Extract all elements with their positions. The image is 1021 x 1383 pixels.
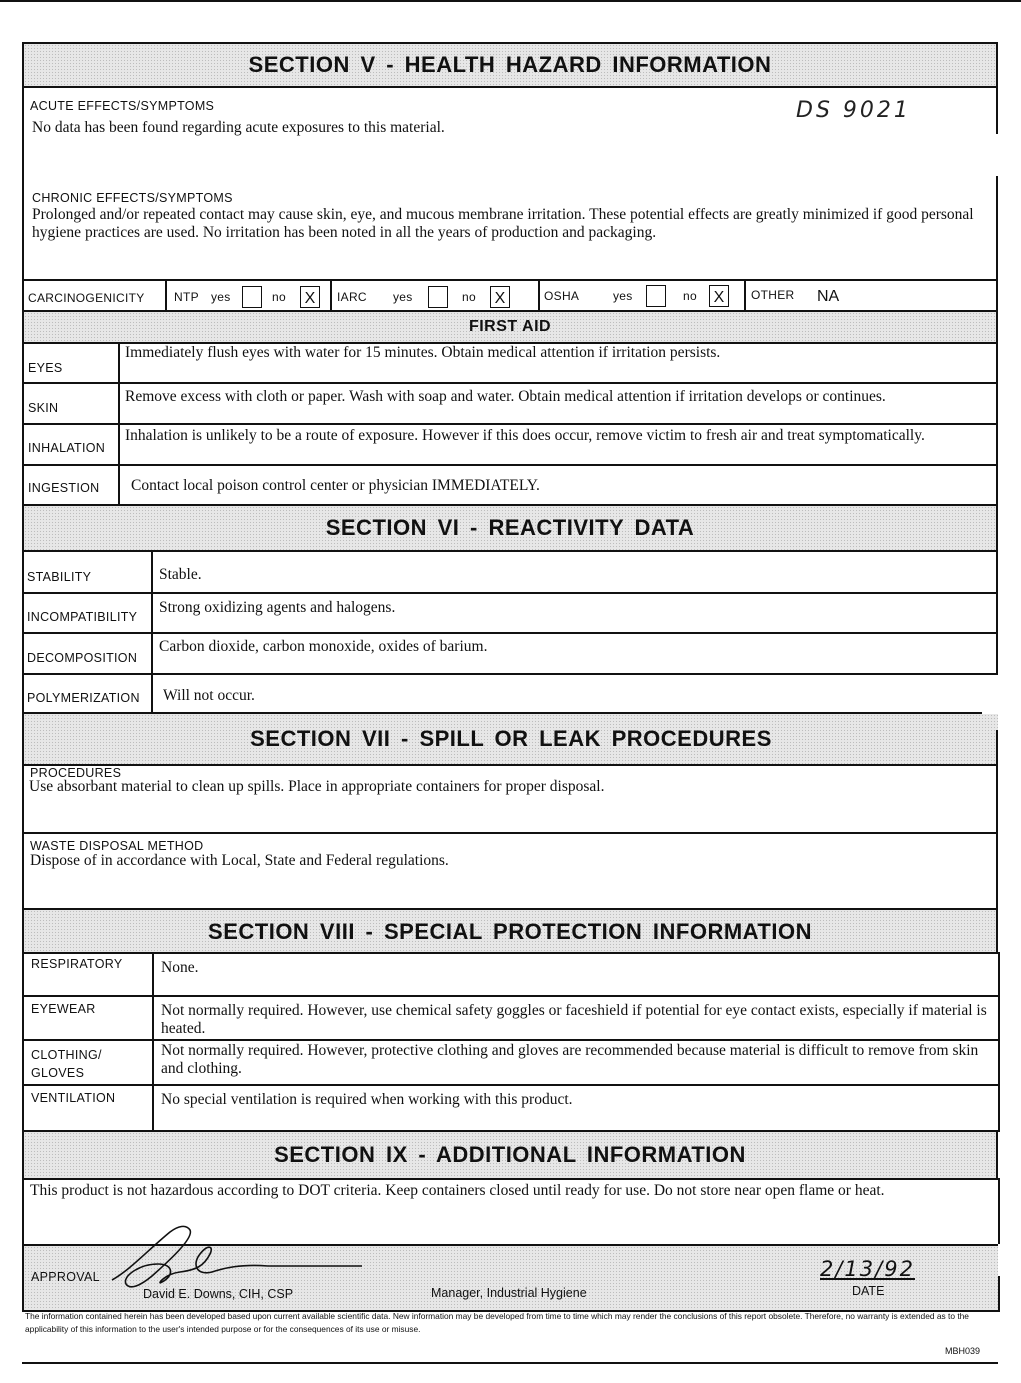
section-v-title: SECTION V - HEALTH HAZARD INFORMATION [248, 52, 772, 77]
first-aid-text: Contact local poison control center or physician IMMEDIATELY. [131, 477, 540, 494]
ntp-no-label: no [272, 290, 286, 304]
acute-effects-label: ACUTE EFFECTS/SYMPTOMS [30, 99, 215, 113]
acute-effects-text: No data has been found regarding acute exposures to this material. [32, 119, 445, 136]
approval-right-border [998, 1276, 1000, 1312]
reactivity-text: Will not occur. [163, 687, 255, 704]
reactivity-right-border [996, 550, 998, 674]
protection-label: VENTILATION [31, 1091, 116, 1105]
carcino-div-3 [538, 281, 540, 310]
section-vi-header [22, 506, 998, 550]
first-aid-label: EYES [28, 361, 63, 375]
reactivity-text: Stable. [159, 566, 202, 583]
section-viii-header [22, 910, 998, 954]
rx-rule-2 [22, 632, 998, 634]
sec9-right-border [998, 1178, 1000, 1244]
section-vii-right-border [996, 730, 998, 764]
first-aid-text: Immediately flush eyes with water for 15 minutes. Obtain medical attention if irritation persists. [125, 344, 721, 361]
carcino-div-2 [330, 281, 332, 310]
ntp-yes-checkbox [242, 286, 262, 308]
sec7-left-border [22, 764, 24, 910]
fa-rule-2 [22, 423, 998, 425]
procedures-label: PROCEDURES [30, 766, 122, 780]
osha-yes-label: yes [613, 289, 633, 303]
osha-no-label: no [683, 289, 697, 303]
protection-label: CLOTHING/ GLOVES [31, 1048, 102, 1080]
protection-text: Not normally required. However, protective clothing and gloves are recommended because material is difficult to remove from skin and clothing. [161, 1042, 979, 1077]
waste-disposal-text: Dispose of in accordance with Local, State and Federal regulations. [30, 852, 449, 869]
reactivity-text: Strong oxidizing agents and halogens. [159, 599, 396, 616]
reactivity-label: POLYMERIZATION [27, 691, 140, 705]
pr-rule-1 [22, 995, 1000, 997]
iarc-label: IARC [337, 290, 367, 304]
first-aid-label: INHALATION [28, 441, 106, 455]
other-value: NA [817, 288, 840, 305]
protection-col-div [152, 952, 154, 1132]
first-aid-text: Inhalation is unlikely to be a route of exposure. However if this does occur, remove victim to fresh air and treat symptomatically. [125, 427, 925, 444]
pr-rule-3 [22, 1084, 1000, 1086]
first-aid-text: Remove excess with cloth or paper. Wash with soap and water. Obtain medical attention if irritation develops or continues. [125, 388, 886, 405]
section-vi-title: SECTION VI - REACTIVITY DATA [325, 515, 695, 540]
rx-rule-3 [22, 673, 998, 675]
procedures-text: Use absorbant material to clean up spills. Place in appropriate containers for proper disposal. [29, 778, 605, 795]
carcinogenicity-label: CARCINOGENICITY [28, 291, 145, 305]
chronic-effects-label: CHRONIC EFFECTS/SYMPTOMS [32, 191, 233, 205]
sec9-top-rule [22, 1178, 1000, 1180]
first-aid-label: INGESTION [28, 481, 100, 495]
section-v-header [22, 42, 998, 88]
sec7-top-rule [22, 764, 998, 766]
page-bottom-rule [22, 1362, 998, 1364]
iarc-yes-label: yes [393, 290, 413, 304]
sec7-mid-rule [22, 832, 998, 834]
handwritten-document-id: DS 9021 [796, 98, 911, 123]
sec9-left-border [22, 1178, 24, 1248]
sec7-right-border [996, 764, 998, 910]
reactivity-label: INCOMPATIBILITY [27, 610, 138, 624]
approval-date-value: 2/13/92 [820, 1257, 915, 1281]
osha-label: OSHA [544, 289, 580, 303]
iarc-yes-checkbox [428, 286, 448, 308]
reactivity-text: Carbon dioxide, carbon monoxide, oxides of barium. [159, 638, 488, 655]
approver-position: Manager, Industrial Hygiene [431, 1286, 587, 1300]
protection-label: EYEWEAR [31, 1002, 96, 1016]
approval-label: APPROVAL [31, 1270, 100, 1284]
carcino-div-4 [744, 281, 746, 310]
carcino-top-rule [22, 279, 998, 281]
form-code: MBH039 [945, 1346, 981, 1356]
section-vii-title: SECTION VII - SPILL OR LEAK PROCEDURES [250, 726, 772, 751]
first-aid-title: FIRST AID [468, 318, 552, 335]
section-vii-header [22, 714, 998, 764]
iarc-no-checkbox: X [490, 286, 510, 308]
ntp-yes-label: yes [211, 290, 231, 304]
pr-rule-2 [22, 1039, 1000, 1041]
first-aid-header [22, 312, 998, 342]
disclaimer-text: The information contained herein has been developed based upon current available scientific data. New information may be developed from time to time which may render the conclusions of this report obsolete. Therefore, no warranty is extended as to the applicability of this information to the user's intended purpose or for the consequences of its use or misuse. [25, 1311, 969, 1334]
page-top-rule [0, 0, 1021, 2]
protection-text: None. [161, 959, 199, 976]
carcino-div-1 [165, 281, 167, 310]
additional-info-text: This product is not hazardous according to DOT criteria. Keep containers closed until ready for use. Do not store near open flame or heat. [30, 1182, 885, 1199]
waste-disposal-label: WASTE DISPOSAL METHOD [30, 839, 204, 853]
ntp-no-checkbox: X [300, 286, 320, 308]
first-aid-label: SKIN [28, 401, 59, 415]
right-border-v-top [996, 88, 998, 134]
approver-name: David E. Downs, CIH, CSP [143, 1287, 294, 1301]
section-ix-title: SECTION IX - ADDITIONAL INFORMATION [274, 1142, 746, 1167]
protection-label: RESPIRATORY [31, 957, 123, 971]
chronic-effects-text: Prolonged and/or repeated contact may cause skin, eye, and mucous membrane irritation. These potential effects are greatly minimized if good personal hygiene practices are used. No irritation has been noted in all the years of production and packaging. [32, 206, 974, 241]
ntp-label: NTP [174, 290, 199, 304]
osha-yes-checkbox [646, 285, 666, 307]
reactivity-label: STABILITY [27, 570, 92, 584]
section-viii-title: SECTION VIII - SPECIAL PROTECTION INFORMATION [208, 919, 812, 944]
fa-rule-1 [22, 382, 998, 384]
rx-rule-1 [22, 592, 998, 594]
iarc-no-label: no [462, 290, 476, 304]
osha-no-checkbox: X [709, 285, 729, 307]
section-ix-header [22, 1132, 998, 1178]
protection-text: No special ventilation is required when working with this product. [161, 1091, 573, 1108]
protection-text: Not normally required. However, use chemical safety goggles or faceshield if potential for eye contact exists, especially if material is heated. [161, 1002, 987, 1037]
fa-rule-3 [22, 464, 998, 466]
approval-signature [100, 1220, 380, 1296]
other-label: OTHER [751, 288, 795, 302]
right-border-v-mid [996, 176, 998, 312]
approval-date-label: DATE [852, 1284, 885, 1298]
reactivity-label: DECOMPOSITION [27, 651, 138, 665]
